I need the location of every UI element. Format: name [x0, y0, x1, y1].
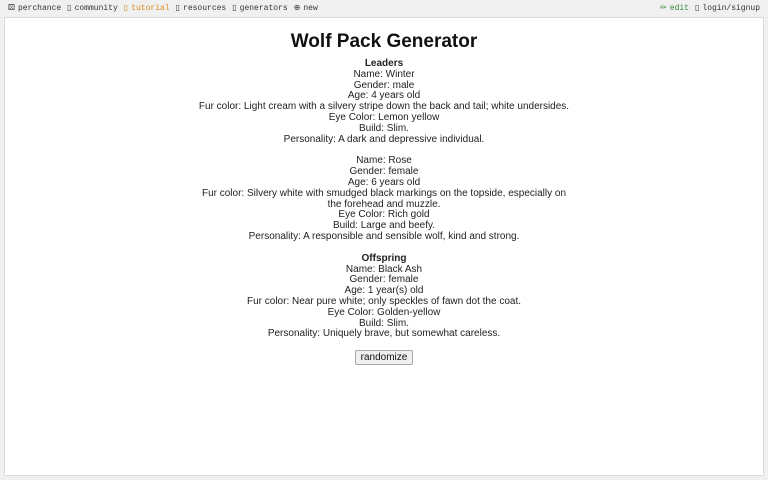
leader-card: [5, 156, 763, 242]
nav-perchance-label: perchance: [17, 3, 62, 13]
offspring-personality: Personality: Uniquely brave, but somewhat careless.: [267, 328, 501, 340]
nav-edit-label: edit: [669, 3, 689, 13]
leader-fur: Fur color: Light cream with a silvery stripe down the back and tail; white undersides.: [198, 101, 570, 113]
nav-login-label: login/signup: [702, 3, 760, 13]
leader-card: [5, 70, 763, 146]
leader-personality: Personality: A dark and depressive individual.: [283, 133, 485, 145]
nav-perchance[interactable]: [8, 4, 61, 13]
randomize-button[interactable]: randomize: [355, 350, 414, 365]
leader-gender: Gender: female: [349, 166, 419, 178]
nav-tutorial-label: tutorial: [131, 3, 170, 13]
leader-build: Build: Large and beefy.: [332, 220, 436, 232]
generators-icon: ▯: [232, 3, 237, 12]
leader-name: Name: Winter: [353, 68, 415, 80]
leader-build: Build: Slim.: [358, 122, 409, 134]
pencil-icon: ✏: [660, 3, 667, 12]
leader-age: Age: 4 years old: [347, 90, 421, 102]
offspring-heading: Offspring: [361, 252, 407, 264]
nav-right: [660, 4, 760, 13]
tutorial-icon: ▯: [123, 3, 129, 12]
offspring-build: Build: Slim.: [358, 317, 409, 329]
generator-frame: [4, 17, 764, 476]
offspring-card: [5, 265, 763, 341]
community-icon: ▯: [67, 3, 72, 12]
generator-content: [5, 31, 763, 365]
page-title: Wolf Pack Generator: [290, 31, 478, 52]
nav-edit[interactable]: [660, 4, 689, 13]
nav-community[interactable]: [67, 4, 118, 13]
nav-new-label: new: [303, 3, 318, 13]
leader-eye: Eye Color: Lemon yellow: [328, 111, 440, 123]
button-row: [5, 350, 763, 365]
nav-resources-label: resources: [183, 3, 227, 13]
offspring-gender: Gender: female: [349, 274, 419, 286]
offspring-eye: Eye Color: Golden-yellow: [327, 306, 441, 318]
nav-generators[interactable]: [232, 4, 287, 13]
leader-fur: Fur color: Silvery white with smudged black markings on the topside, especially on the forehead and muzzle.: [201, 187, 567, 210]
leader-name: Name: Rose: [356, 155, 412, 167]
nav-login[interactable]: [695, 4, 760, 13]
resources-icon: ▯: [175, 3, 181, 12]
nav-community-label: community: [74, 3, 118, 13]
user-icon: ▯: [694, 3, 700, 12]
nav-resources[interactable]: [176, 4, 227, 13]
leader-eye: Eye Color: Rich gold: [338, 209, 430, 221]
nav-new[interactable]: [294, 4, 318, 13]
leader-personality: Personality: A responsible and sensible wolf, kind and strong.: [248, 230, 520, 242]
top-nav-bar: [0, 0, 768, 16]
leaders-heading: Leaders: [364, 58, 404, 69]
leader-gender: Gender: male: [353, 79, 415, 91]
nav-tutorial[interactable]: [124, 4, 170, 13]
leader-age: Age: 6 years old: [347, 176, 421, 188]
nav-generators-label: generators: [239, 3, 288, 13]
offspring-fur: Fur color: Near pure white; only speckles of fawn dot the coat.: [246, 295, 522, 307]
dice-icon: ⚄: [8, 3, 15, 12]
plus-circle-icon: ⊕: [293, 3, 301, 12]
offspring-name: Name: Black Ash: [345, 263, 423, 275]
offspring-age: Age: 1 year(s) old: [344, 285, 424, 297]
nav-left: [8, 4, 318, 13]
